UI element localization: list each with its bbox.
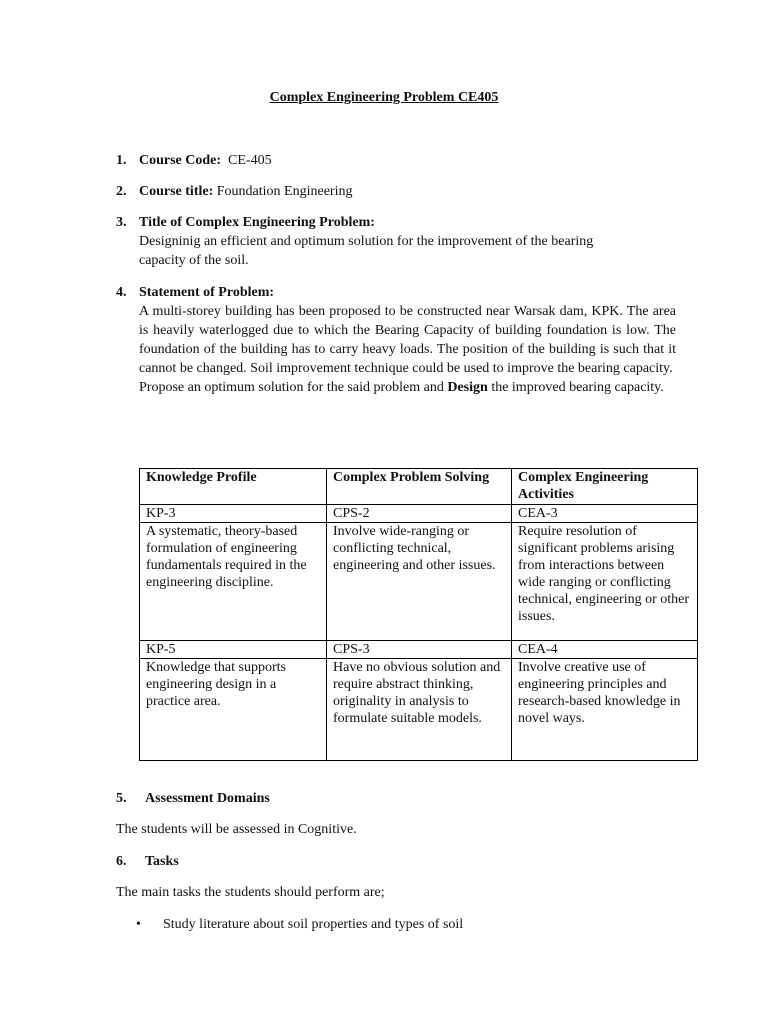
statement-label: Statement of Problem: xyxy=(139,285,275,300)
table-cell: Knowledge that supports engineering design in a practice area. xyxy=(140,659,327,761)
bullet-icon: • xyxy=(136,917,141,932)
table-cell: CPS-3 xyxy=(327,641,512,659)
item-number: 5. xyxy=(116,791,127,806)
table-cell: CEA-3 xyxy=(512,505,698,523)
table-cell: Have no obvious solution and require abstract thinking, originality in analysis to formulate suitable models. xyxy=(327,659,512,761)
problem-title-label: Title of Complex Engineering Problem: xyxy=(139,215,375,230)
propose-post: the improved bearing capacity. xyxy=(487,380,664,395)
problem-title-line-2: capacity of the soil. xyxy=(139,253,249,268)
statement-text: A multi-storey building has been proposed to be constructed near Warsak dam, KPK. The area is heavily waterlogged due to which the Bearing Capacity of building foundation is low. The foundation of the building has to carry heavy loads. The position of the building is such that it cannot be changed. Soil improvement technique could be used to improve the bearing capacity. xyxy=(139,304,676,376)
propose-pre: Propose an optimum solution for the said problem and xyxy=(139,380,448,395)
propose-design: Design xyxy=(447,380,488,395)
assessment-text: The students will be assessed in Cognitive. xyxy=(116,822,357,837)
table-cell: CPS-2 xyxy=(327,505,512,523)
item-number: 2. xyxy=(116,184,127,199)
header-complex-engineering-activities: Complex Engineering Activities xyxy=(512,469,698,505)
course-title-value: Foundation Engineering xyxy=(216,184,353,199)
table-cell: CEA-4 xyxy=(512,641,698,659)
table-cell: Require resolution of significant problems arising from interactions between wide ranging or conflicting technical, engineering or other issues. xyxy=(512,523,698,641)
table-header-row xyxy=(140,469,698,505)
table-row xyxy=(140,641,698,659)
table-row xyxy=(140,659,698,761)
item-number: 3. xyxy=(116,215,127,230)
table-cell: Involve wide-ranging or conflicting technical, engineering and other issues. xyxy=(327,523,512,641)
course-title-label: Course title: xyxy=(139,184,214,199)
assessment-label: Assessment Domains xyxy=(145,791,270,806)
tasks-label: Tasks xyxy=(145,854,179,869)
header-complex-problem-solving: Complex Problem Solving xyxy=(327,469,512,505)
table-cell: Involve creative use of engineering principles and research-based knowledge in novel ways. xyxy=(512,659,698,761)
course-code-label: Course Code: xyxy=(139,153,222,168)
item-number: 6. xyxy=(116,854,127,869)
tasks-intro: The main tasks the students should perform are; xyxy=(116,885,385,900)
problem-title-line-1: Designinig an efficient and optimum solution for the improvement of the bearing xyxy=(139,234,594,249)
table-cell: KP-3 xyxy=(140,505,327,523)
document-title: Complex Engineering Problem CE405 xyxy=(269,90,499,105)
table-row xyxy=(140,505,698,523)
table-cell: KP-5 xyxy=(140,641,327,659)
course-code-value: CE-405 xyxy=(228,153,272,168)
profile-table xyxy=(139,468,698,761)
list-item-text: Study literature about soil properties and types of soil xyxy=(163,917,464,932)
table-cell: A systematic, theory-based formulation of engineering fundamentals required in the engineering discipline. xyxy=(140,523,327,641)
header-knowledge-profile: Knowledge Profile xyxy=(140,469,327,505)
item-number: 4. xyxy=(116,285,127,300)
table-row xyxy=(140,523,698,641)
item-number: 1. xyxy=(116,153,127,168)
statement-propose xyxy=(139,378,676,397)
